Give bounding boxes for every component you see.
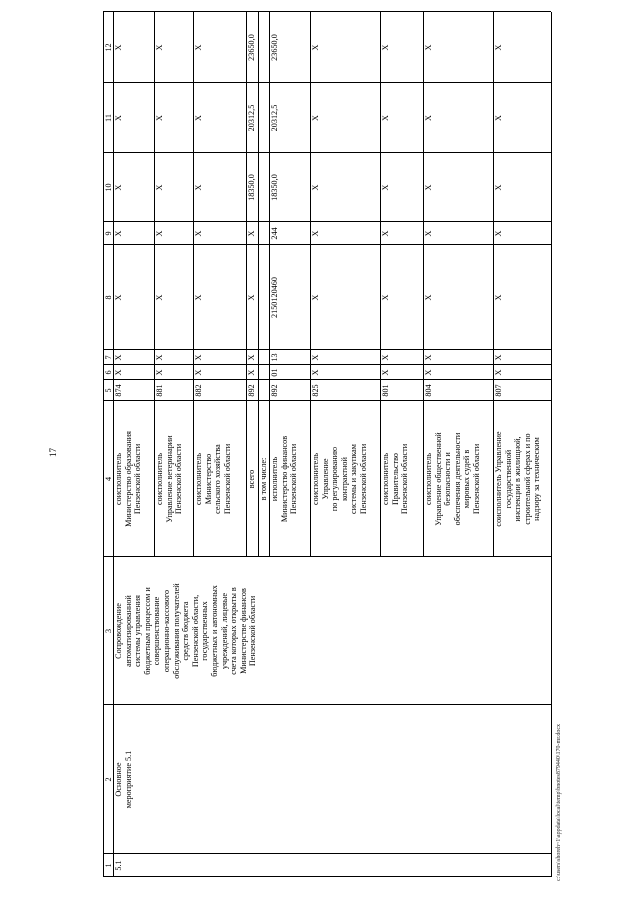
row-3-c4: всего — [247, 469, 256, 489]
header-col-2: 2 — [104, 777, 113, 782]
row-number: 5.1 — [114, 860, 123, 871]
row-7-c8: X — [381, 294, 390, 301]
header-col-12: 12 — [104, 43, 113, 52]
row-9-c5: 807 — [494, 384, 503, 397]
row-9-c6: X — [494, 369, 503, 376]
row-5-c5: 892 — [270, 384, 279, 397]
row-3-c5: 892 — [247, 384, 256, 397]
row-5-c8: 2150120460 — [270, 277, 279, 318]
row-2-c11: X — [194, 115, 203, 121]
row-5-c6: 01 — [270, 368, 279, 377]
header-col-9: 9 — [104, 231, 113, 236]
row-0-c6: X — [114, 369, 123, 376]
row-8-c10: X — [424, 184, 433, 191]
row-7-c11: X — [381, 115, 390, 121]
row-2-c12: X — [194, 44, 203, 51]
row-9-c8: X — [494, 294, 503, 301]
header-col-1: 1 — [104, 863, 113, 868]
row-6-c5: 825 — [311, 384, 320, 397]
row-1-c7: X — [155, 354, 164, 361]
row-6-c12: X — [311, 44, 320, 51]
header-col-11: 11 — [104, 114, 113, 122]
row-1-c10: X — [155, 184, 164, 191]
row-9-c11: X — [494, 115, 503, 121]
row-9-c12: X — [494, 44, 503, 51]
row-6-c4: соисполнитель Управление по регулированию контрактной системы и закупкам Пензенской области — [311, 443, 368, 515]
page-number: 17 — [48, 448, 58, 457]
row-6-c10: X — [311, 184, 320, 191]
budget-table — [103, 12, 551, 877]
header-col-8: 8 — [104, 295, 113, 300]
header-col-5: 5 — [104, 388, 113, 393]
row-7-c12: X — [381, 44, 390, 51]
row-1-c6: X — [155, 369, 164, 376]
row-0-c5: 874 — [114, 384, 123, 397]
row-4-c4: в том числе: — [259, 457, 268, 501]
row-2-c6: X — [194, 369, 203, 376]
row-7-c5: 801 — [381, 384, 390, 397]
row-2-c4: соисполнитель Министерство сельского хозяйства Пензенской области — [194, 443, 232, 515]
row-6-c8: X — [311, 294, 320, 301]
row-8-c6: X — [424, 369, 433, 376]
row-8-c8: X — [424, 294, 433, 301]
row-0-c9: X — [114, 230, 123, 237]
header-col-6: 6 — [104, 370, 113, 375]
row-3-c6: X — [247, 369, 256, 376]
header-col-7: 7 — [104, 355, 113, 360]
row-9-c9: X — [494, 230, 503, 237]
row-5-c11: 20312,5 — [270, 104, 279, 132]
row-2-c10: X — [194, 184, 203, 191]
row-2-c5: 882 — [194, 384, 203, 397]
row-3-c8: X — [247, 294, 256, 301]
row-8-c7: X — [424, 354, 433, 361]
row-1-c12: X — [155, 44, 164, 51]
row-8-c4: соисполнитель Управление общественной безопасности и обеспечения деятельности мировых судей в Пензенской области — [424, 432, 481, 526]
row-0-c4: соисполнитель Министерство образования Пензенской области — [114, 431, 143, 527]
row-1-c5: 881 — [155, 384, 164, 397]
row-3-c11: 20312,5 — [247, 104, 256, 132]
header-col-4: 4 — [104, 476, 113, 482]
row-9-c10: X — [494, 184, 503, 191]
row-9-c7: X — [494, 354, 503, 361]
row-6-c9: X — [311, 230, 320, 237]
row-5-c7: 13 — [270, 353, 279, 362]
row-8-c9: X — [424, 230, 433, 237]
row-5-c9: 244 — [270, 227, 279, 240]
row-1-c4: соисполнитель Управление ветеринарии Пензенской области — [155, 435, 184, 523]
row-7-c6: X — [381, 369, 390, 376]
row-8-c11: X — [424, 115, 433, 121]
row-6-c11: X — [311, 115, 320, 121]
footer-path: c:\users\shoreh~1\appdata\local\temp\bnotes879440\170-mr.docx — [556, 723, 562, 881]
row-7-c10: X — [381, 184, 390, 191]
row-8-c12: X — [424, 44, 433, 51]
row-0-c10: X — [114, 184, 123, 191]
row-0-c11: X — [114, 115, 123, 121]
row-2-c9: X — [194, 230, 203, 237]
row-1-c9: X — [155, 230, 164, 237]
header-col-10: 10 — [104, 183, 113, 192]
event-description: Сопровождение автоматизированной системы управления бюджетным процессом и совершенствование операционно-кассового обслуживания получателей средств бюджета Пензенской области, государственных бюджетных и автономных учреждений, лицевые счета которых открыты в Министерстве финансов Пензенской области — [114, 583, 258, 679]
row-7-c7: X — [381, 354, 390, 361]
row-0-c7: X — [114, 354, 123, 361]
event-name: Основное мероприятие 5.1 — [114, 750, 133, 809]
row-0-c8: X — [114, 294, 123, 301]
row-5-c12: 23650,0 — [270, 34, 279, 61]
row-0-c12: X — [114, 44, 123, 51]
row-5-c10: 18350,0 — [270, 174, 279, 201]
row-1-c8: X — [155, 294, 164, 301]
row-7-c9: X — [381, 230, 390, 237]
row-9-c4: соисполнитель Управление государственной инспекции в жилищной, строительной сферах и по надзору за техническим — [494, 431, 542, 527]
row-7-c4: соисполнитель Правительство Пензенской области — [381, 443, 410, 515]
row-5-c4: исполнитель Министерство финансов Пензенской области — [270, 435, 299, 523]
row-3-c10: 18350,0 — [247, 174, 256, 201]
row-3-c12: 23650,0 — [247, 34, 256, 61]
row-2-c8: X — [194, 294, 203, 301]
row-2-c7: X — [194, 354, 203, 361]
row-6-c7: X — [311, 354, 320, 361]
row-3-c7: X — [247, 354, 256, 361]
row-3-c9: X — [247, 230, 256, 237]
row-6-c6: X — [311, 369, 320, 376]
row-8-c5: 804 — [424, 384, 433, 397]
header-col-3: 3 — [104, 628, 113, 634]
row-1-c11: X — [155, 115, 164, 121]
